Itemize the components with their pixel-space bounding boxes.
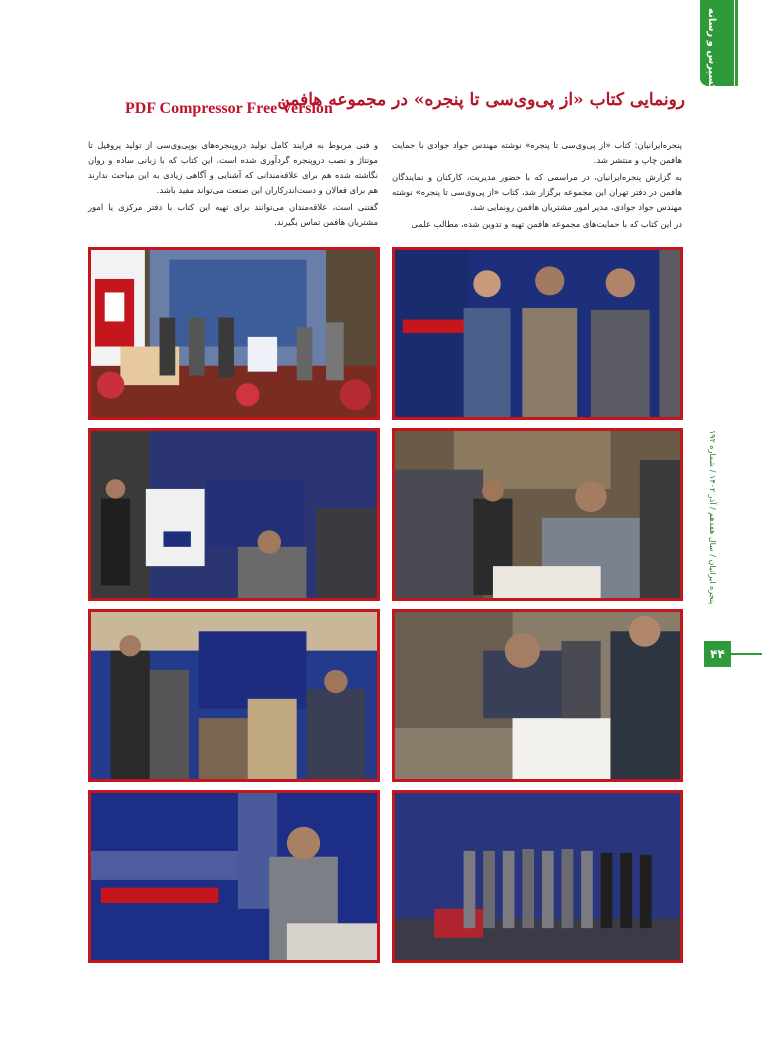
paragraph: و فنی مربوط به فرایند کامل تولید درو‌پنجره‌های یوپی‌وی‌سی از تولید پروفیل تا مونتاژ و نصب درو‌پنجره گردآوری شده است. این کتاب که با زبانی ساده و روان نگاشته شده هم برای علاقه‌مندانی که آشنایی و آگاهی زیادی به این مباحث ندارند هم برای فعالان و دست‌اندرکاران این صنعت می‌تواند مفید باشد. bbox=[88, 140, 378, 195]
page-number-rule bbox=[731, 653, 762, 655]
issue-info: پنجره ایرانیان / سال هفدهم / آذر ۱۴۰۲ / شماره ۱۹۲ bbox=[708, 430, 717, 605]
photo-staff-group bbox=[392, 790, 683, 963]
paragraph: گفتنی است، علاقه‌مندان می‌توانند برای تهیه این کتاب با دفتر مرکزی یا امور مشتریان هافمن تماس بگیرند. bbox=[88, 202, 378, 227]
issue-info-strip bbox=[708, 430, 728, 630]
paragraph: در این کتاب که با حمایت‌های مجموعه هافمن تهیه و تدوین شده، مطالب علمی bbox=[411, 219, 682, 229]
photo-signing-closeup bbox=[392, 609, 683, 782]
section-tab bbox=[700, 0, 734, 94]
pdf-watermark: PDF Compressor Free Version bbox=[125, 100, 333, 117]
article-column-right bbox=[392, 138, 682, 234]
paragraph: پنجره‌ایرانیان: کتاب «از پی‌وی‌سی تا پنجره» نوشته مهندس جواد جوادی با حمایت هافمن چاپ و منتشر شد. bbox=[392, 140, 682, 165]
photo-stage-ceremony bbox=[88, 247, 380, 420]
photo-book-display bbox=[88, 428, 380, 601]
photo-book-signing bbox=[392, 428, 683, 601]
article-headline: رونمایی کتاب «از پی‌وی‌سی تا پنجره» در مجموعه هافمن bbox=[277, 90, 685, 110]
paragraph: به گزارش پنجره‌ایرانیان، در مراسمی که با حضور مدیریت، کارکنان و نمایندگان هافمن در دفتر تهران این مجموعه برگزار شد، کتاب «از پی‌وی‌سی تا پنجره» نوشته مهندس جواد جوادی، مدیر امور مشتریان هافمن رونمایی شد. bbox=[392, 172, 682, 212]
section-tab-label: اکسپرس و رسانه bbox=[706, 8, 717, 94]
page-number: ۴۴ bbox=[704, 641, 731, 667]
section-tab-rule bbox=[735, 0, 738, 86]
photo-three-men bbox=[392, 247, 683, 420]
photo-author-portrait bbox=[88, 790, 380, 963]
article-column-left bbox=[88, 138, 378, 232]
photo-crowd-banner bbox=[88, 609, 380, 782]
